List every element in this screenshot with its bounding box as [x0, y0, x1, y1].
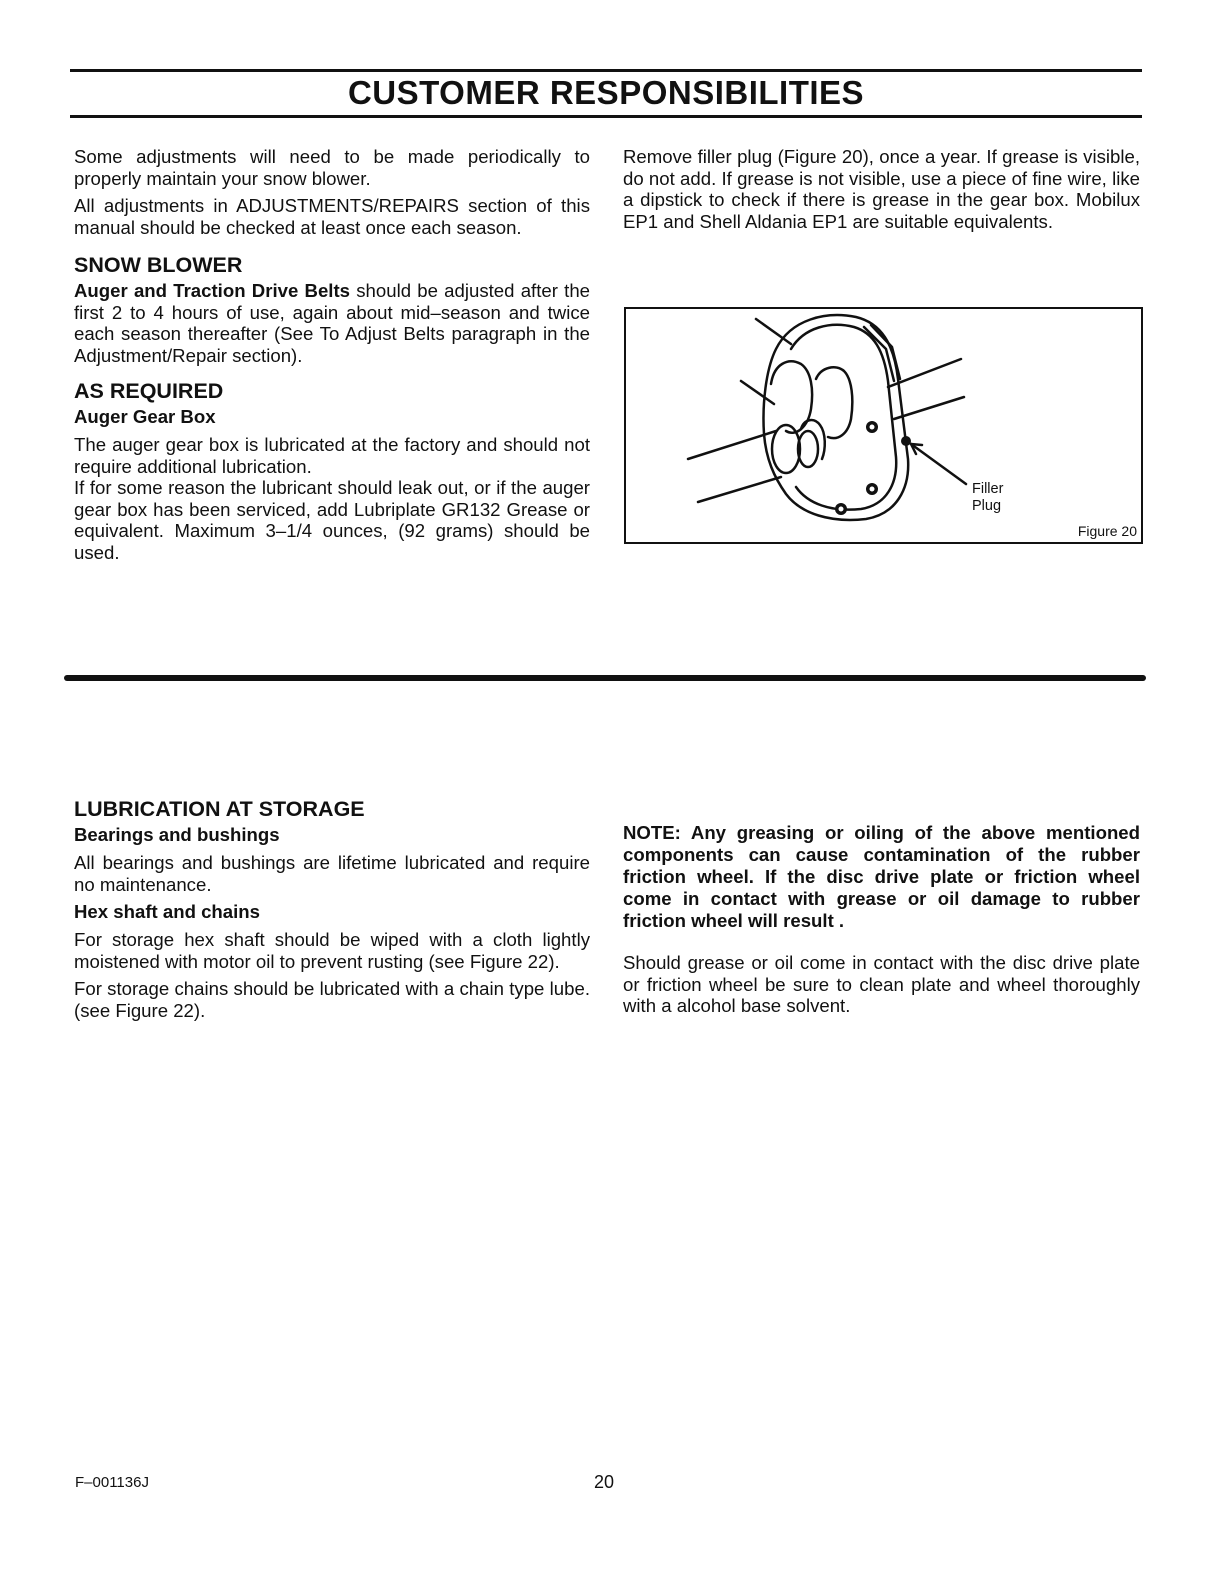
title-top-rule	[70, 69, 1142, 72]
right-top-column	[623, 146, 1140, 238]
gear-box-illustration	[626, 309, 1141, 542]
as-required-heading: AS REQUIRED	[74, 379, 224, 403]
figure-20	[624, 307, 1143, 544]
right-bottom-column	[623, 822, 1140, 1023]
gear-box-subheading: Auger Gear Box	[74, 406, 216, 427]
bearings-subheading: Bearings and bushings	[74, 824, 280, 845]
bearings-paragraph: All bearings and bushings are lifetime lubricated and require no maintenance.	[74, 852, 590, 895]
page-number: 20	[594, 1472, 615, 1492]
belts-text: should be adjusted after the first 2 to 4 hours of use, again about mid–season and twice each season thereafter (See To Adjust Belts paragraph in the Adjustment/Repair section).	[74, 280, 591, 366]
callout-line-1: Filler	[972, 481, 1004, 497]
page-title: CUSTOMER RESPONSIBILITIES	[347, 74, 865, 111]
gear-box-paragraph-2: If for some reason the lubricant should leak out, or if the auger gear box has been serviced, add Lubriplate GR132 Grease or equivalent. Maximum 3–1/4 ounces, (92 grams) should be used.	[74, 477, 590, 563]
gear-box-paragraph-1: The auger gear box is lubricated at the factory and should not require additional lubrication.	[74, 434, 590, 477]
filler-plug-paragraph: Remove filler plug (Figure 20), once a year. If grease is visible, do not add. If grease is not visible, use a piece of fine wire, like a dipstick to check if there is grease in the gear box. Mobilux EP1 and Shell Aldania EP1 are suitable equivalents.	[623, 146, 1140, 232]
intro-paragraph-2: All adjustments in ADJUSTMENTS/REPAIRS section of this manual should be checked at least once each season.	[74, 195, 590, 238]
filler-plug-callout	[972, 481, 1003, 515]
intro-paragraph-1: Some adjustments will need to be made periodically to properly maintain your snow blower.	[74, 146, 590, 189]
section-divider	[64, 675, 1146, 681]
lubrication-heading: LUBRICATION AT STORAGE	[74, 797, 365, 821]
snow-blower-heading: SNOW BLOWER	[74, 253, 243, 277]
chains-paragraph: For storage chains should be lubricated with a chain type lube. (see Figure 22).	[74, 978, 590, 1021]
belts-lead: Auger and Traction Drive Belts	[74, 280, 351, 301]
left-bottom-column	[74, 796, 590, 1027]
figure-caption: Figure 20	[1077, 523, 1137, 539]
note-paragraph: NOTE: Any greasing or oiling of the above mentioned components can cause contamination of the rubber friction wheel. If the disc drive plate or friction wheel come in contact with grease or oil damage to rubber friction wheel will result .	[623, 822, 1140, 931]
belts-paragraph	[74, 280, 590, 366]
hex-shaft-paragraph: For storage hex shaft should be wiped with a cloth lightly moistened with motor oil to prevent rusting (see Figure 22).	[74, 929, 590, 972]
clean-paragraph: Should grease or oil come in contact with the disc drive plate or friction wheel be sure to clean plate and wheel thoroughly with a alcohol base solvent.	[623, 952, 1140, 1016]
hex-shaft-subheading: Hex shaft and chains	[74, 901, 260, 922]
document-code: F–001136J	[75, 1474, 149, 1491]
title-bottom-rule	[70, 115, 1142, 118]
callout-line-2: Plug	[972, 498, 1002, 514]
left-top-column	[74, 146, 590, 569]
